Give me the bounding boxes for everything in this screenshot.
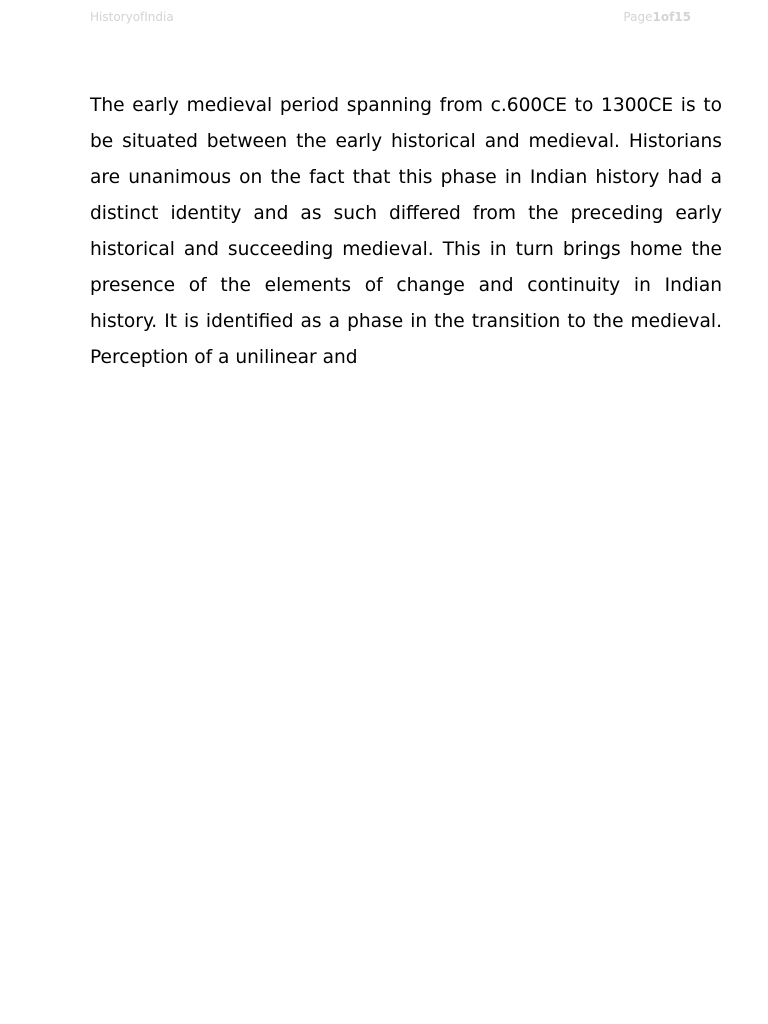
page-number <box>623 10 691 24</box>
body-paragraph: The early medieval period spanning from c.600CE to 1300CE is to be situated between the early historical and medieval. Historians are unanimous on the fact that this phase in Indian history had a distinct identity and as such differed from the preceding early historical and succeeding medieval. This in turn brings home the presence of the elements of change and continuity in Indian history. It is identified as a phase in the transition to the medieval. Perception of a unilinear and <box>90 95 722 368</box>
page-current: 1 <box>652 10 661 24</box>
page-of: of <box>660 10 675 24</box>
page-header <box>90 9 691 25</box>
document-title: HistoryofIndia <box>90 10 174 24</box>
page-prefix: Page <box>623 10 653 24</box>
page-total: 15 <box>674 10 691 24</box>
